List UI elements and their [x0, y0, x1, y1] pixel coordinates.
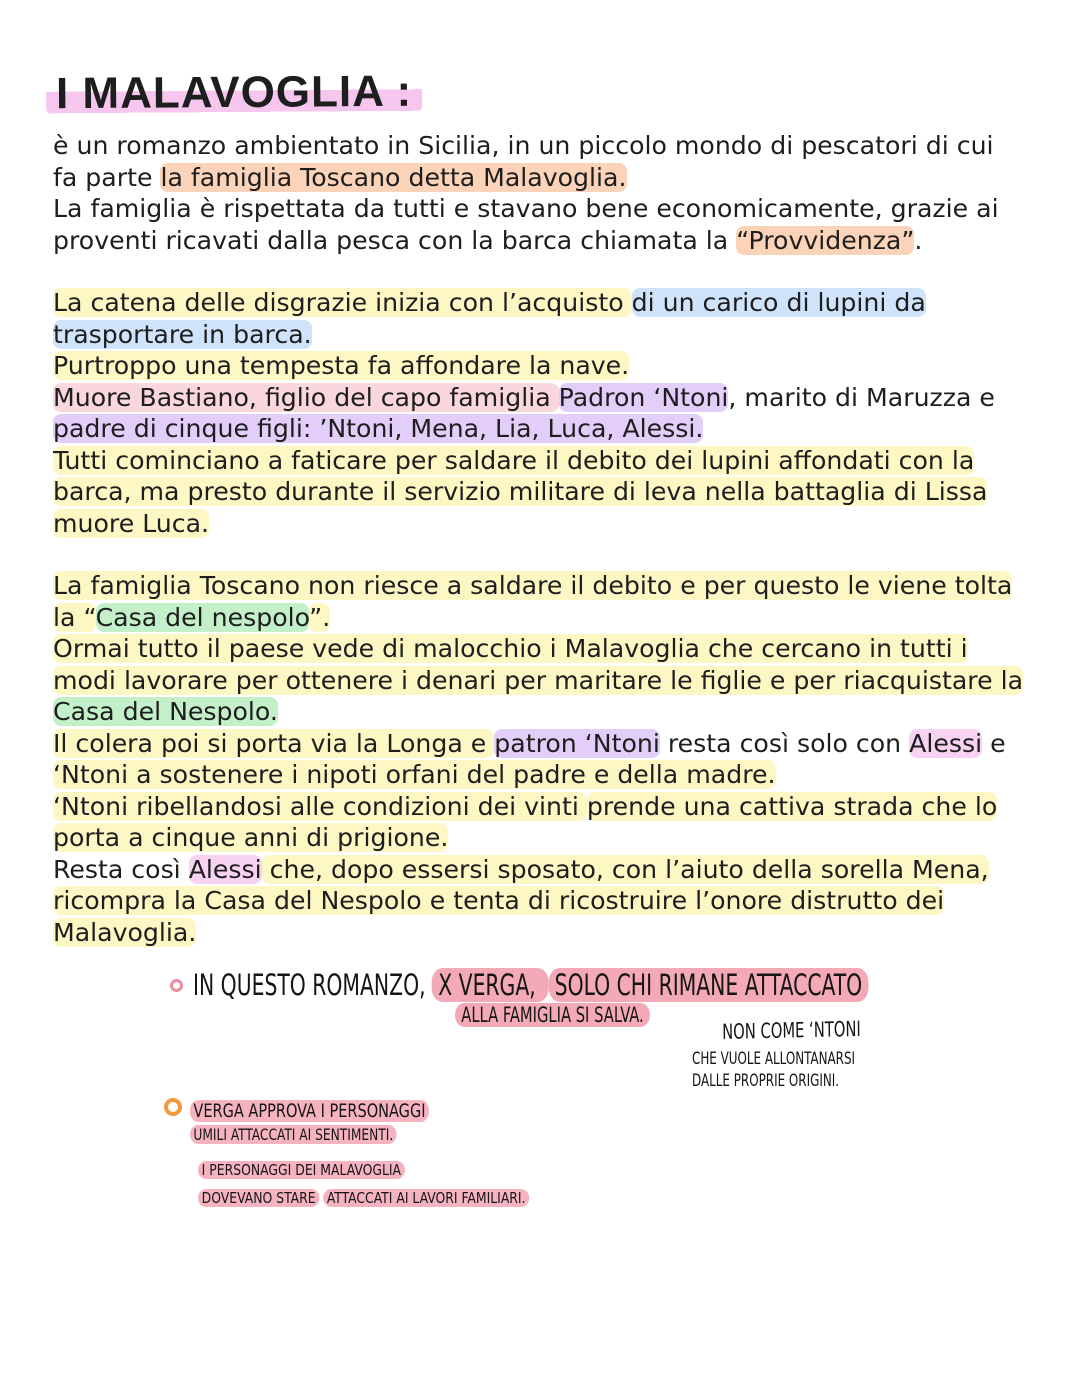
paragraph-gap: [53, 256, 1063, 287]
text-segment: La famiglia è rispettata da tutti e stavano bene economicamente, grazie ai: [53, 194, 999, 223]
text-line: [53, 885, 1063, 917]
bullet-icon: [170, 979, 183, 992]
highlighted-text: Muore Bastiano, figlio del capo famiglia: [53, 382, 559, 412]
text-line: [53, 445, 1063, 477]
paragraph: [53, 570, 1063, 948]
highlighted-text: di un carico di lupini da: [631, 288, 926, 317]
highlighted-text: la famiglia Toscano detta Malavoglia.: [160, 162, 627, 192]
text-line: [53, 728, 1063, 760]
text-line: [53, 917, 1063, 949]
text-line: [53, 822, 1063, 854]
highlighted-text: porta a cinque anni di prigione.: [53, 823, 449, 852]
highlighted-text: che, dopo essersi sposato, con l’aiuto della sorella Mena,: [261, 854, 989, 884]
highlighted-text: Casa del Nespolo.: [53, 697, 278, 726]
summary-body: [53, 130, 1063, 948]
highlighted-text: ”.: [309, 602, 331, 632]
highlighted-text: La famiglia Toscano non riesce a saldare il debito e per questo le viene tolta: [53, 571, 1013, 600]
highlighted-text: ‘Ntoni ribellandosi alle condizioni dei vinti: [53, 791, 587, 821]
text-line: [53, 665, 1063, 697]
highlighted-text: ‘Ntoni a sostenere i nipoti orfani del padre e della madre.: [53, 760, 776, 789]
text-line: [53, 350, 1063, 382]
text-line: [53, 570, 1063, 602]
highlighted-text: Malavoglia.: [53, 917, 197, 947]
text-line: [53, 287, 1063, 319]
text-line: [53, 633, 1063, 665]
paragraph: [53, 130, 1063, 256]
text-line: [53, 193, 1063, 225]
text-line: [53, 382, 1063, 414]
highlighted-text: prende una cattiva strada che lo: [586, 791, 998, 821]
highlighted-text: “Provvidenza”: [736, 225, 915, 255]
highlighted-text: patron ‘Ntoni: [494, 728, 660, 758]
text-line: [53, 225, 1063, 257]
text-segment: resta così solo con: [659, 728, 910, 758]
note-ntoni-title: NON COME ‘NTONI: [722, 1016, 861, 1044]
note-personaggi: I PERSONAGGI DEI MALAVOGLIA DOVEVANO STARE ATTACCATI AI LAVORI FAMILIARI.: [198, 1156, 529, 1212]
highlighted-text: modi lavorare per ottenere i denari per maritare le figlie e per riacquistare la: [53, 665, 1024, 695]
text-segment: proventi ricavati dalla pesca con la barca chiamata la: [53, 225, 737, 255]
highlighted-text: Il colera poi si porta via la Longa e: [53, 728, 495, 758]
note-verga-family: IN QUESTO ROMANZO, X VERGA, SOLO CHI RIMANE ATTACCATO: [193, 968, 868, 1002]
text-line: [53, 476, 1063, 508]
highlighted-text: Casa del nespolo: [95, 602, 310, 632]
highlighted-text: trasportare in barca.: [53, 319, 312, 349]
text-line: [53, 162, 1063, 194]
text-line: [53, 696, 1063, 728]
text-segment: .: [914, 225, 923, 255]
paragraph: [53, 287, 1063, 539]
highlighted-text: barca, ma presto durante il servizio militare di leva nella battaglia di Lissa: [53, 477, 988, 506]
note-verga-family-line2: ALLA FAMIGLIA SI SALVA.: [455, 1003, 650, 1027]
highlighted-text: ricompra la Casa del Nespolo e tenta di ricostruire l’onore distrutto dei: [53, 886, 945, 915]
highlighted-text: padre di cinque figli: ’Ntoni, Mena, Lia, Luca, Alessi.: [53, 414, 704, 443]
highlighted-text: Ormai tutto il paese vede di malocchio i Malavoglia che cercano in tutti i: [53, 634, 968, 663]
text-line: [53, 759, 1063, 791]
page-title: I MALAVOGLIA :: [46, 67, 423, 120]
bullet-icon: [164, 1098, 182, 1116]
text-line: [53, 791, 1063, 823]
paragraph-gap: [53, 539, 1063, 570]
text-line: [53, 130, 1063, 162]
text-segment: , marito di Maruzza e: [728, 382, 995, 412]
text-line: [53, 413, 1063, 445]
highlighted-text: Purtroppo una tempesta fa affondare la nave.: [53, 351, 630, 380]
text-line: [53, 854, 1063, 886]
highlighted-text: la “: [53, 602, 96, 632]
highlighted-text: Alessi: [909, 728, 983, 758]
highlighted-text: Padron ‘Ntoni: [558, 382, 729, 412]
text-line: [53, 508, 1063, 540]
text-segment: fa parte: [53, 162, 161, 192]
highlighted-text: Alessi: [188, 854, 262, 884]
highlighted-text: La catena delle disgrazie inizia con l’acquisto: [53, 288, 632, 317]
text-segment: è un romanzo ambientato in Sicilia, in un piccolo mondo di pescatori di cui: [53, 131, 994, 160]
text-segment: e: [982, 728, 1006, 758]
note-ntoni-text: CHE VUOLE ALLONTANARSI DALLE PROPRIE ORIGINI.: [692, 1049, 856, 1091]
text-line: [53, 319, 1063, 351]
text-segment: Resta così: [53, 854, 189, 884]
highlighted-text: Tutti cominciano a faticare per saldare il debito dei lupini affondati con la: [53, 445, 975, 475]
note-verga-approva: VERGA APPROVA I PERSONAGGI UMILI ATTACCATI AI SENTIMENTI.: [190, 1096, 429, 1150]
text-line: [53, 602, 1063, 634]
highlighted-text: muore Luca.: [53, 508, 210, 538]
